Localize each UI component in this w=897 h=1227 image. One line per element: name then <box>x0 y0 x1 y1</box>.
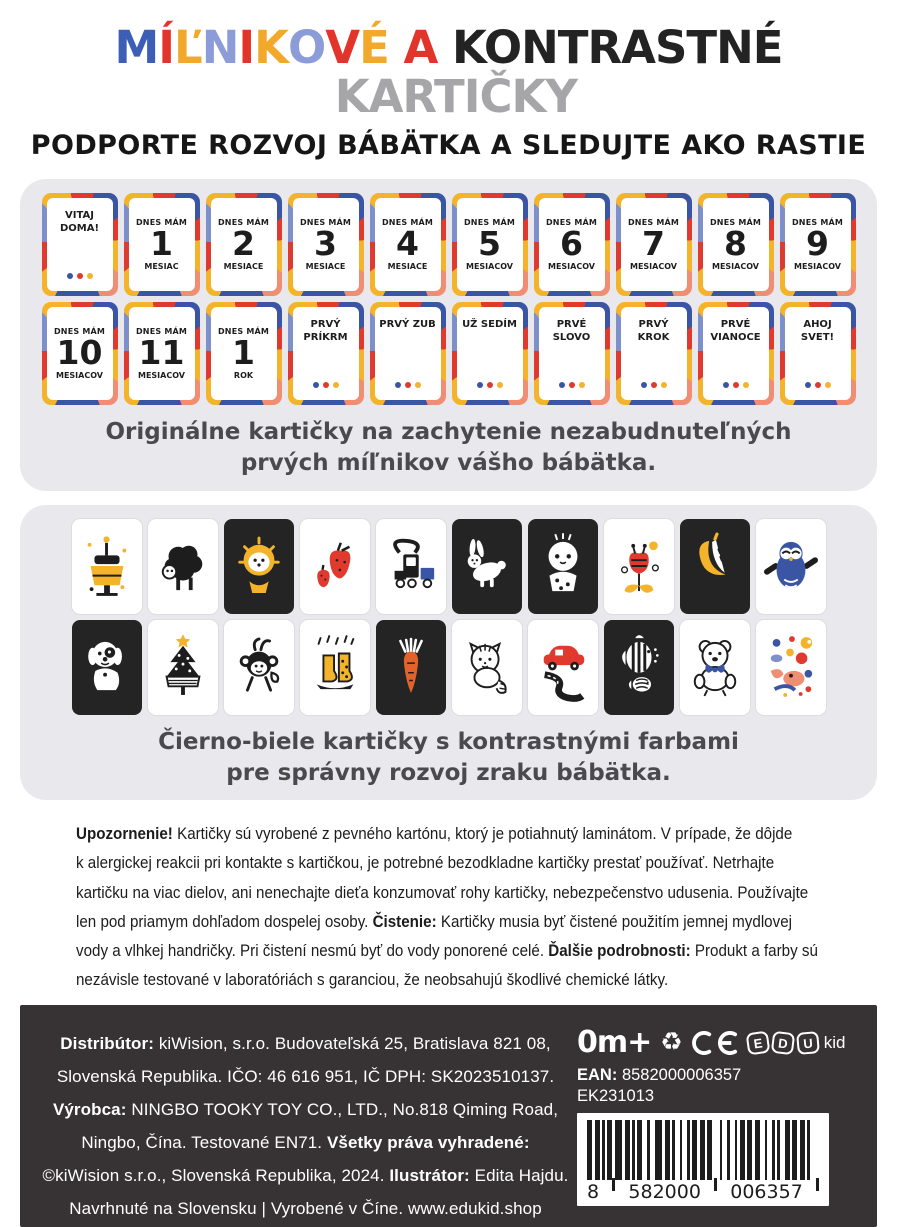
card-title: VITAJ DOMA! <box>59 210 100 234</box>
card-doodle-dots <box>395 382 421 388</box>
edukid-letter-badge: D <box>770 1030 795 1055</box>
milestone-card <box>616 193 692 296</box>
milestone-card <box>288 193 364 296</box>
contrast-card-teddy-bear <box>680 620 750 715</box>
card-top-label: DNES MÁM <box>545 218 598 228</box>
edukid-letter-badges <box>747 1032 819 1054</box>
warning-line: vody a vlhkej handričky. Pri čistení nesmú byť do vody ponorené celé. Ďalšie podrobnosti: Produkt a farby sú <box>76 941 818 960</box>
card-top-label: DNES MÁM <box>217 327 270 337</box>
card-doodle-dots <box>67 273 93 279</box>
card-number: 6 <box>560 224 583 264</box>
milestone-cards-panel <box>20 179 877 491</box>
title-segment: I <box>238 21 255 74</box>
edukid-suffix: kid <box>823 1032 846 1052</box>
contrast-caption <box>38 727 859 789</box>
rabbit-icon <box>460 529 514 603</box>
lion-icon <box>232 529 286 603</box>
card-number: 9 <box>806 224 829 264</box>
footer-line: ©kiWision s.r.o., Slovenská Republika, 2024. Ilustrátor: Edita Hajdu. <box>42 1166 569 1186</box>
contrast-card-lion <box>224 519 294 614</box>
warning-line: kartičku na viac dielov, ani nenechajte dieťa konzumovať rohy kartičky, nebezpečenstvo udusenia. Používajte <box>76 883 809 902</box>
baby-icon <box>536 529 590 603</box>
card-number: 7 <box>642 224 665 264</box>
title-segment: K <box>254 21 289 74</box>
card-number: 3 <box>314 224 337 264</box>
milestone-card <box>698 302 774 405</box>
card-unit-label: MESIACOV <box>55 371 103 380</box>
banana-icon <box>688 529 742 603</box>
title-segment: O <box>288 21 326 74</box>
card-number: 5 <box>478 224 501 264</box>
card-doodle-dots <box>641 382 667 388</box>
edukid-logo <box>747 1032 846 1054</box>
strawberry-icon <box>308 529 362 603</box>
milestone-card <box>534 302 610 405</box>
baby-collage-icon <box>764 630 818 704</box>
card-title: PRVÝ ZUB <box>379 319 436 331</box>
ean-label: EAN: <box>577 1065 618 1084</box>
monkey-icon <box>232 630 286 704</box>
product-code: EK231013 <box>577 1086 655 1105</box>
card-doodle-dots <box>313 382 339 388</box>
product-subtitle: PODPORTE ROZVOJ BÁBÄTKA A SLEDUJTE AKO RASTIE <box>30 130 867 162</box>
milestone-card <box>780 193 856 296</box>
contrast-card-christmas-tree <box>148 620 218 715</box>
card-top-label: DNES MÁM <box>381 218 434 228</box>
title-segment: KONTRASTNÉ <box>452 21 783 74</box>
card-unit-label: MESIACOV <box>547 262 595 271</box>
card-unit-label: MESIAC <box>144 262 179 271</box>
title-segment: KARTIČKY <box>320 69 577 123</box>
card-number: 10 <box>56 333 103 373</box>
card-top-label: DNES MÁM <box>217 218 270 228</box>
contrast-caption-line-2: pre správny rozvoj zraku bábätka. <box>226 759 671 786</box>
card-unit-label: MESIACOV <box>711 262 759 271</box>
warning-line: nezávisle testované v laboratóriách s garanciou, že neobsahujú škodlivé chemické látky. <box>76 970 669 989</box>
milestone-cards-row-2 <box>38 302 859 405</box>
card-number: 11 <box>138 333 185 373</box>
card-top-label: DNES MÁM <box>135 327 188 337</box>
title-segment: A <box>388 21 453 74</box>
card-number: 1 <box>232 333 255 373</box>
milestone-card <box>780 302 856 405</box>
dog-icon <box>80 630 134 704</box>
train-icon <box>384 529 438 603</box>
card-unit-label: MESIACE <box>223 262 264 271</box>
sheep-icon <box>156 529 210 603</box>
contrast-card-cat <box>452 620 522 715</box>
milestone-card <box>42 302 118 405</box>
carrot-icon <box>384 630 438 704</box>
product-title <box>0 21 897 123</box>
milestone-card <box>370 193 446 296</box>
teddy-bear-icon <box>688 630 742 704</box>
contrast-card-sheep <box>148 519 218 614</box>
contrast-card-owl <box>756 519 826 614</box>
christmas-tree-icon <box>156 630 210 704</box>
footer-line: Výrobca: NINGBO TOOKY TOY CO., LTD., No.818 Qiming Road, <box>52 1099 559 1119</box>
card-doodle-dots <box>805 382 831 388</box>
milestone-card <box>42 193 118 296</box>
fish-icon <box>612 630 666 704</box>
barcode-bars <box>587 1120 819 1180</box>
card-unit-label: MESIACE <box>387 262 428 271</box>
edukid-letter-badge: U <box>796 1031 820 1055</box>
card-title: PRVÝ PRÍKRM <box>303 319 348 343</box>
contrast-card-strawberry <box>300 519 370 614</box>
milestone-card <box>206 302 282 405</box>
footer-right <box>575 1023 857 1213</box>
cat-icon <box>460 630 514 704</box>
barcode-digits: 8 582000 006357 <box>587 1181 819 1201</box>
card-title: PRVÉ SLOVO <box>552 319 591 343</box>
contrast-cards-row-1 <box>38 519 859 614</box>
card-top-label: DNES MÁM <box>791 218 844 228</box>
contrast-card-fish <box>604 620 674 715</box>
contrast-card-dog <box>72 620 142 715</box>
title-segment: N <box>201 21 239 74</box>
card-number: 4 <box>396 224 419 264</box>
milestone-cards-row-1 <box>38 193 859 296</box>
warning-line: Upozornenie! Kartičky sú vyrobené z pevného kartónu, ktorý je potiahnutý laminátom. V prípade, že dôjde <box>76 825 793 844</box>
card-unit-label: MESIACE <box>305 262 346 271</box>
distributor-info <box>36 1023 575 1219</box>
card-unit-label: ROK <box>233 371 254 380</box>
cake-icon <box>80 529 134 603</box>
milestone-card <box>370 302 446 405</box>
header <box>0 0 897 161</box>
milestone-card <box>124 302 200 405</box>
card-unit-label: MESIACOV <box>465 262 513 271</box>
milestone-caption-line-2: prvých míľnikov vášho bábätka. <box>240 450 657 476</box>
contrast-caption-line-1: Čierno-biele kartičky s kontrastnými farbami <box>158 728 739 755</box>
card-title: PRVÉ VIANOCE <box>710 319 761 343</box>
card-title: PRVÝ KROK <box>637 319 670 343</box>
card-doodle-dots <box>477 382 503 388</box>
card-top-label: DNES MÁM <box>463 218 516 228</box>
card-title: AHOJ SVET! <box>800 319 835 343</box>
card-title: UŽ SEDÍM <box>462 319 517 331</box>
warning-text <box>76 820 842 994</box>
milestone-card <box>288 302 364 405</box>
contrast-card-monkey <box>224 620 294 715</box>
title-segment: Í <box>158 21 175 74</box>
card-unit-label: MESIACOV <box>793 262 841 271</box>
recycle-icon: ♻︎ <box>660 1028 683 1057</box>
certification-symbols <box>577 1025 857 1061</box>
milestone-card <box>206 193 282 296</box>
card-top-label: DNES MÁM <box>627 218 680 228</box>
card-top-label: DNES MÁM <box>53 327 106 337</box>
title-segment: Ľ <box>174 21 202 74</box>
edukid-letter-badge: E <box>745 1030 770 1055</box>
card-top-label: DNES MÁM <box>709 218 762 228</box>
contrast-cards-panel <box>20 505 877 801</box>
flower-icon <box>612 529 666 603</box>
card-doodle-dots <box>723 382 749 388</box>
card-unit-label: MESIACOV <box>137 371 185 380</box>
ean-barcode <box>577 1113 829 1206</box>
title-segment: V <box>325 21 360 74</box>
contrast-card-baby <box>528 519 598 614</box>
car-icon <box>536 630 590 704</box>
contrast-card-train <box>376 519 446 614</box>
contrast-cards-row-2 <box>38 620 859 715</box>
milestone-card <box>534 193 610 296</box>
card-top-label: DNES MÁM <box>135 218 188 228</box>
milestone-card <box>698 193 774 296</box>
title-segment: É <box>359 21 389 74</box>
card-number: 1 <box>150 224 173 264</box>
footer-line: Distribútor: kiWision, s.r.o. Budovateľská 25, Bratislava 821 08, <box>60 1033 551 1053</box>
contrast-card-banana <box>680 519 750 614</box>
card-doodle-dots <box>559 382 585 388</box>
owl-icon <box>764 529 818 603</box>
contrast-card-car <box>528 620 598 715</box>
milestone-card <box>616 302 692 405</box>
card-number: 8 <box>724 224 747 264</box>
ce-mark-icon <box>692 1030 738 1056</box>
footer-line: Slovenská Republika. IČO: 46 616 951, IČ DPH: SK2023510137. <box>56 1066 555 1086</box>
card-unit-label: MESIACOV <box>629 262 677 271</box>
milestone-card <box>452 302 528 405</box>
contrast-card-rain-boots <box>300 620 370 715</box>
card-number: 2 <box>232 224 255 264</box>
card-top-label: DNES MÁM <box>299 218 352 228</box>
contrast-card-carrot <box>376 620 446 715</box>
ean-number <box>577 1066 857 1085</box>
title-segment: M <box>114 21 159 74</box>
contrast-card-flower <box>604 519 674 614</box>
milestone-caption <box>38 417 859 479</box>
milestone-card <box>124 193 200 296</box>
footer <box>20 1005 877 1227</box>
footer-line: Ningbo, Čína. Testované EN71. Všetky práva vyhradené: <box>81 1133 530 1153</box>
footer-line: Navrhnuté na Slovensku | Vyrobené v Číne. www.edukid.shop <box>69 1199 542 1219</box>
milestone-caption-line-1: Originálne kartičky na zachytenie nezabudnuteľných <box>105 419 792 446</box>
contrast-card-baby-collage <box>756 620 826 715</box>
warning-line: k alergickej reakcii pri kontakte s kartičkou, je potrebné bezodkladne kartičky prestať používať. Netrhajte <box>76 854 775 873</box>
contrast-card-rabbit <box>452 519 522 614</box>
ean-value: 8582000006357 <box>621 1065 742 1084</box>
warning-line: len pod priamym dohľadom dospelej osoby. Čistenie: Kartičky musia byť čistené použitím jemnej mydlovej <box>76 912 793 931</box>
rain-boots-icon <box>308 630 362 704</box>
milestone-card <box>452 193 528 296</box>
contrast-card-cake <box>72 519 142 614</box>
age-grading-label: 0m+ <box>577 1025 652 1061</box>
